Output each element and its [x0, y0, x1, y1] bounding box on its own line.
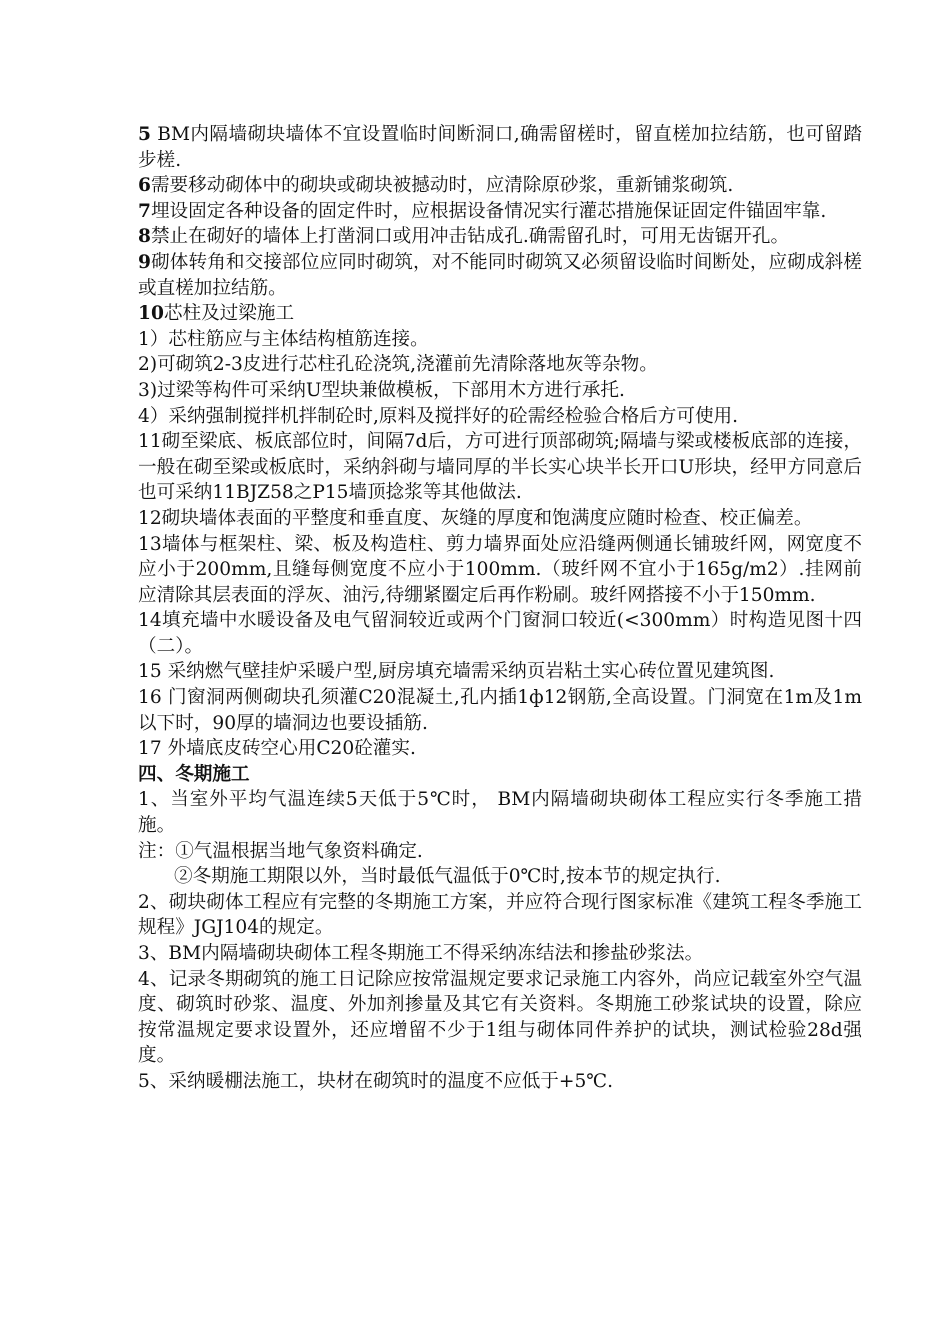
sub-item-4: 4）采纳强制搅拌机拌制砼时,原料及搅拌好的砼需经检验合格后方可使用.: [138, 405, 739, 427]
sub-item-2: 2)可砌筑2-3皮进行芯柱孔砼浇筑,浇灌前先清除落地灰等杂物。: [138, 354, 658, 376]
winter-item-1: 1、当室外平均气温连续5天低于5℃时， BM内隔墙砌块砌体工程应实行冬季施工措施。: [138, 789, 862, 837]
winter-note-1: 注：①气温根据当地气象资料确定.: [138, 840, 423, 862]
paragraph-16: 16 门窗洞两侧砌块孔须灌C20混凝土,孔内插1ф12钢筋,全高设置。门洞宽在1m及1m以下时，90厚的墙洞边也要设插筋.: [138, 687, 862, 734]
item-number: 10: [138, 303, 164, 325]
item-number: 8: [138, 226, 151, 248]
winter-item-5: 5、采纳暖棚法施工，块材在砌筑时的温度不应低于+5℃.: [138, 1070, 614, 1092]
winter-item-2: 2、砌块砌体工程应有完整的冬期施工方案，并应符合现行图家标准《建筑工程冬季施工规程》JGJ104的规定。: [138, 891, 862, 939]
paragraph-9: [138, 250, 862, 301]
paragraph-text: BM内隔墙砌块墙体不宜设置临时间断洞口,确需留槎时，留直槎加拉结筋，也可留踏步槎.: [138, 124, 862, 171]
winter-item-4: 4、记录冬期砌筑的施工日记除应按常温规定要求记录施工内容外，尚应记载室外空气温度、砌筑时砂浆、温度、外加剂掺量及其它有关资料。冬期施工砂浆试块的设置，除应按常温规定要求设置外，还应增留不少于1组与砌体同件养护的试块，测试检验28d强度。: [138, 968, 862, 1067]
paragraph-7: [138, 199, 862, 225]
paragraph-text: 禁止在砌好的墙体上打凿洞口或用冲击钻成孔.确需留孔时，可用无齿锯开孔。: [150, 226, 790, 248]
sub-item-3: 3)过梁等构件可采纳U型块兼做模板，下部用木方进行承托.: [138, 379, 625, 401]
item-number: 7: [138, 200, 151, 222]
paragraph-12: 12砌块墙体表面的平整度和垂直度、灰缝的厚度和饱满度应随时检查、校正偏差。: [138, 507, 813, 529]
paragraph-11: 11砌至梁底、板底部位时，间隔7d后，方可进行顶部砌筑;隔墙与梁或楼板底部的连接，一般在砌至梁或板底时，采纳斜砌与墙同厚的半长实心块半长开口U形块，经甲方同意后也可采纳11BJZ58之P15墙顶捻浆等其他做法.: [138, 431, 862, 504]
item-number: 6: [138, 175, 151, 197]
item-number: 9: [138, 251, 151, 273]
paragraph-17: 17 外墙底皮砖空心用C20砼灌实.: [138, 738, 416, 760]
paragraph-15: 15 采纳燃气壁挂炉采暖户型,厨房填充墙需采纳页岩粘土实心砖位置见建筑图.: [138, 661, 775, 683]
winter-note-2: ②冬期施工期限以外，当时最低气温低于0℃时,按本节的规定执行.: [174, 866, 721, 888]
paragraph-5: [138, 122, 862, 173]
paragraph-6: [138, 173, 862, 199]
sub-item-1: 1）芯柱筋应与主体结构植筋连接。: [138, 328, 429, 350]
item-number: 5: [138, 124, 151, 145]
paragraph-text: 埋设固定各种设备的固定件时，应根据设备情况实行灌芯措施保证固定件锚固牢靠.: [150, 200, 827, 222]
winter-item-3: 3、BM内隔墙砌块砌体工程冬期施工不得采纳冻结法和掺盐砂浆法。: [138, 943, 704, 964]
paragraph-10: [138, 301, 862, 327]
section-heading: 四、冬期施工: [138, 763, 250, 785]
paragraph-text: 砌体转角和交接部位应同时砌筑，对不能同时砌筑又必须留设临时间断处，应砌成斜槎或直槎加拉结筋。: [138, 251, 862, 299]
paragraph-8: [138, 224, 862, 250]
document-body: [138, 122, 862, 1095]
paragraph-14: 14填充墙中水暖设备及电气留洞较近或两个门窗洞口较近(<300mm）时构造见图十四（二）。: [138, 610, 862, 657]
paragraph-text: 芯柱及过梁施工: [163, 303, 295, 325]
paragraph-13: 13墙体与框架柱、梁、板及构造柱、剪力墙界面处应沿缝两侧通长铺玻纤网，网宽度不应小于200mm,且缝每侧宽度不应小于100mm.（玻纤网不宜小于165g/m2）.挂网前应清除其层表面的浮灰、油污,待绷紧圈定后再作粉刷。玻纤网搭接不小于150mm.: [138, 533, 862, 606]
paragraph-text: 需要移动砌体中的砌块或砌块被撼动时，应清除原砂浆，重新铺浆砌筑.: [150, 175, 734, 197]
